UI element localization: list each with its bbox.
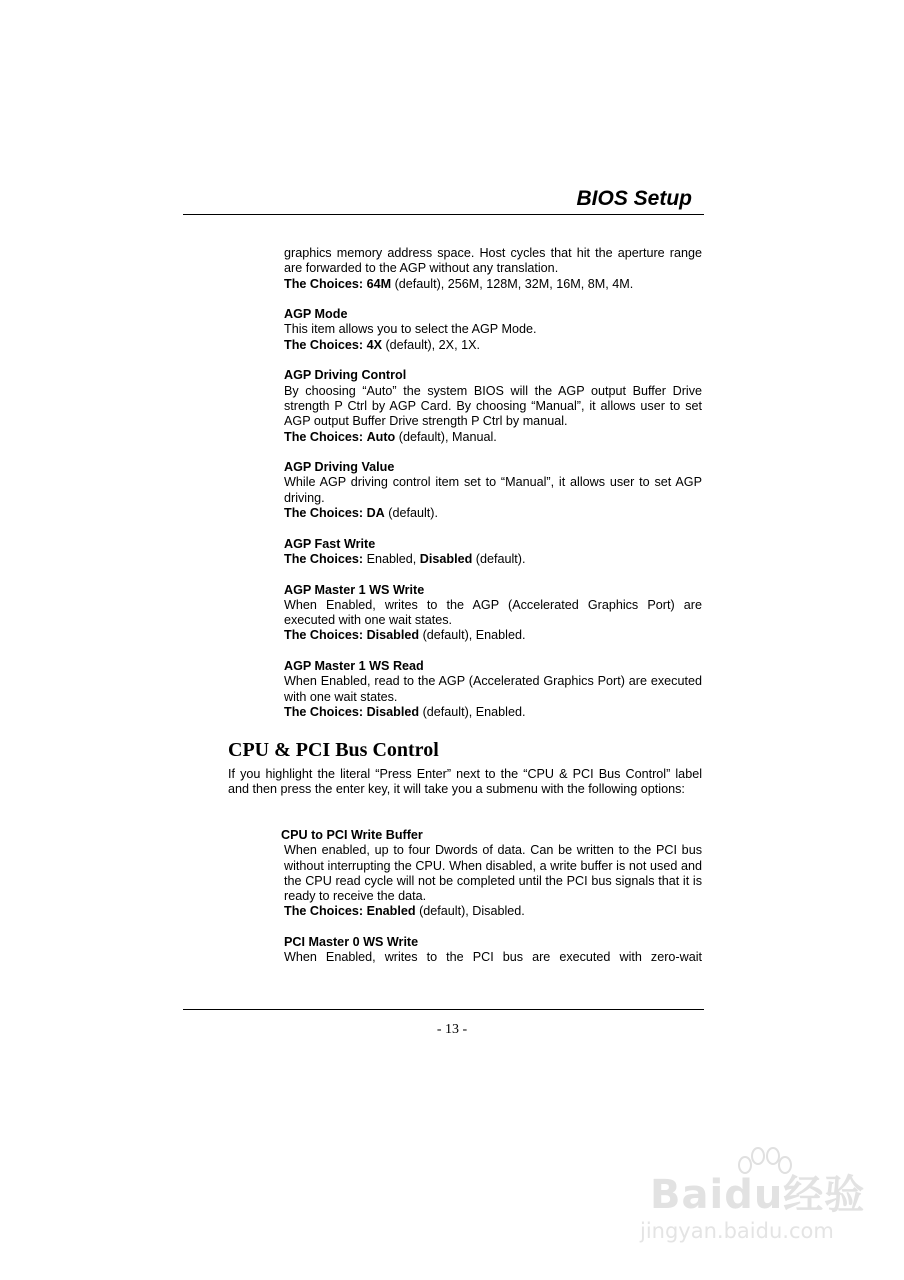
choices-rest: (default). [472,551,526,566]
item-choices [284,552,702,567]
item-heading: AGP Driving Value [284,460,395,475]
item-choices [284,628,702,643]
choices-default: DA [366,506,385,521]
agp-master-1ws-read-block [284,659,702,720]
item-heading: AGP Driving Control [284,368,407,383]
item-description: When Enabled, read to the AGP (Accelerated Graphics Port) are executed with one wait states. [284,674,702,704]
choices-rest: (default), Enabled. [419,704,526,719]
choices-label: The Choices: [284,506,364,521]
agp-intro-paragraph: graphics memory address space. Host cycles that hit the aperture range are forwarded to the AGP without any translation. [284,246,702,276]
baidu-watermark [640,1143,880,1253]
item-description: When enabled, up to four Dwords of data. Can be written to the PCI bus without interrupting the CPU. When disabled, a write buffer is not used and the CPU read cycle will not be completed until the PCI bus signals that it is ready to receive the data. [284,843,702,904]
agp-mode-block [284,307,702,353]
watermark-logo: Baidu经验 [650,1172,866,1218]
agp-section [284,246,702,736]
choices-rest: (default), 256M, 128M, 32M, 16M, 8M, 4M. [391,276,634,291]
choices-rest: (default), Enabled. [419,628,526,643]
choices-rest: (default), 2X, 1X. [381,337,480,352]
choices-label: The Choices: [284,551,364,566]
choices-label: The Choices: [284,429,364,444]
choices-rest: (default), Disabled. [415,904,525,919]
item-description: When Enabled, writes to the AGP (Accelerated Graphics Port) are executed with one wait states. [284,597,702,628]
choices-default: Auto [366,429,396,444]
item-choices [284,705,702,720]
item-choices [284,506,702,521]
choices-label: The Choices: [284,337,364,352]
item-heading: AGP Master 1 WS Write [284,582,425,597]
choices-default: Disabled [419,551,473,566]
agp-fast-write-block [284,537,702,568]
footer-rule [183,1009,704,1010]
header-rule [183,214,704,215]
item-description: While AGP driving control item set to “Manual”, it allows user to set AGP driving. [284,475,702,505]
agp-master-1ws-write-block [284,583,702,644]
choices-rest: (default), Manual. [395,429,497,444]
agp-intro-choices [284,277,702,292]
agp-intro-block [284,246,702,292]
item-description: By choosing “Auto” the system BIOS will the AGP output Buffer Drive strength P Ctrl by AGP Card. By choosing “Manual”, it allows user to set AGP output Buffer Drive strength P Ctrl by manual. [284,383,702,429]
pci-master-0ws-write-block [284,935,702,966]
choices-label: The Choices: [284,276,364,291]
item-heading: AGP Fast Write [284,536,376,551]
choices-default: 64M [366,276,392,291]
choices-default: Disabled [366,628,420,643]
item-heading: CPU to PCI Write Buffer [281,828,423,842]
watermark-url: jingyan.baidu.com [640,1219,834,1243]
page-header-title: BIOS Setup [576,187,692,210]
item-choices [284,430,702,445]
choices-rest: (default). [384,506,438,521]
choices-label: The Choices: [284,628,364,643]
item-description: This item allows you to select the AGP Mode. [284,322,537,337]
item-choices [284,904,702,919]
choices-default: Disabled [366,704,420,719]
cpu-pci-items [281,828,702,981]
section-intro-paragraph: If you highlight the literal “Press Enter” next to the “CPU & PCI Bus Control” label and then press the enter key, it will take you a submenu with the following options: [228,767,702,797]
item-heading: AGP Mode [284,307,348,322]
choices-pre: Enabled, [363,551,420,566]
choices-label: The Choices: [284,904,364,919]
item-heading: PCI Master 0 WS Write [284,935,419,950]
section-title: CPU & PCI Bus Control [228,739,439,761]
page-number: - 13 - [436,1022,468,1037]
choices-default: 4X [366,337,382,352]
agp-driving-control-block [284,368,702,444]
item-heading: AGP Master 1 WS Read [284,659,424,674]
item-choices [284,338,702,353]
choices-default: Enabled [366,904,416,919]
choices-label: The Choices: [284,704,364,719]
agp-driving-value-block [284,460,702,521]
cpu-to-pci-write-buffer-block [281,828,702,920]
item-description: When Enabled, writes to the PCI bus are executed with zero-wait [284,950,702,965]
